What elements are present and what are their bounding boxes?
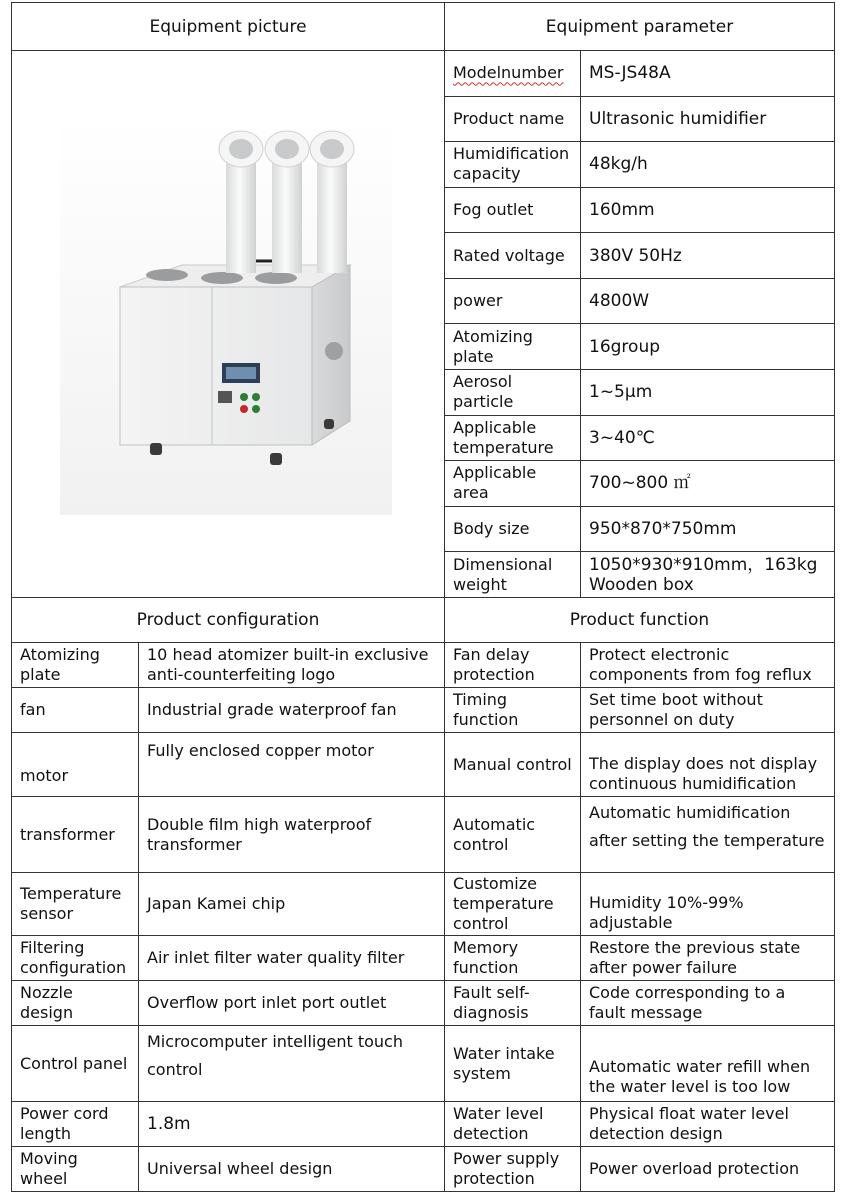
- param-label: Dimensional weight: [445, 552, 581, 598]
- function-label: Water intake system: [445, 1026, 581, 1102]
- param-label: power: [445, 278, 581, 324]
- function-label: Water level detection: [445, 1102, 581, 1147]
- config-label: Control panel: [12, 1026, 139, 1102]
- param-label: Aerosol particle: [445, 370, 581, 416]
- config-value: Universal wheel design: [139, 1147, 445, 1192]
- config-label: fan: [12, 688, 139, 733]
- config-value-text: Japan Kamei chip: [147, 894, 286, 913]
- param-value: 1050*930*910mm，163kg Wooden box: [581, 552, 835, 598]
- function-value: Physical float water level detection design: [581, 1102, 835, 1147]
- function-label: Timing function: [445, 688, 581, 733]
- function-label: Memory function: [445, 936, 581, 981]
- param-value: 1~5μm: [581, 370, 835, 416]
- param-value: 4800W: [581, 278, 835, 324]
- equipment-picture-header: Equipment picture: [12, 3, 445, 51]
- param-value: Ultrasonic humidifier: [581, 96, 835, 142]
- function-label: Fan delay protection: [445, 643, 581, 688]
- config-value: Double film high waterproof transformer: [139, 797, 445, 873]
- function-value: Humidity 10%-99% adjustable: [581, 873, 835, 936]
- param-value: 16group: [581, 324, 835, 370]
- equipment-parameter-header: Equipment parameter: [445, 3, 835, 51]
- config-value: Industrial grade waterproof fan: [139, 688, 445, 733]
- param-value: 700~800 ㎡: [581, 461, 835, 507]
- function-label: Power supply protection: [445, 1147, 581, 1192]
- config-label: Nozzle design: [12, 981, 139, 1026]
- param-label: Applicable temperature: [445, 415, 581, 461]
- function-value: Restore the previous state after power failure: [581, 936, 835, 981]
- config-label: transformer: [12, 797, 139, 873]
- param-value: MS-JS48A: [581, 51, 835, 97]
- config-value: Overflow port inlet port outlet: [139, 981, 445, 1026]
- param-label: Modelnumber: [445, 51, 581, 97]
- function-value: Set time boot without personnel on duty: [581, 688, 835, 733]
- config-value: Microcomputer intelligent touch control: [139, 1026, 445, 1102]
- param-label: Rated voltage: [445, 233, 581, 279]
- config-value: Fully enclosed copper motor: [139, 733, 445, 797]
- param-label: Atomizing plate: [445, 324, 581, 370]
- param-value: 950*870*750mm: [581, 506, 835, 552]
- param-value: 160mm: [581, 187, 835, 233]
- product-configuration-header: Product configuration: [12, 598, 445, 643]
- config-label: Filtering configuration: [12, 936, 139, 981]
- config-value: 10 head atomizer built-in exclusive anti-counterfeiting logo: [139, 643, 445, 688]
- config-label: Moving wheel: [12, 1147, 139, 1192]
- param-value: 48kg/h: [581, 142, 835, 188]
- param-label: Applicable area: [445, 461, 581, 507]
- function-value: Protect electronic components from fog reflux: [581, 643, 835, 688]
- humidifier-image: [12, 51, 445, 592]
- config-label: motor: [12, 733, 139, 797]
- function-value: The display does not display continuous humidification: [581, 733, 835, 797]
- param-label: Body size: [445, 506, 581, 552]
- function-label: Customize temperature control: [445, 873, 581, 936]
- config-value: 1.8m: [139, 1102, 445, 1147]
- spec-table: [11, 2, 835, 1192]
- function-label: Manual control: [445, 733, 581, 797]
- config-label: Atomizing plate: [12, 643, 139, 688]
- config-value: [139, 873, 445, 936]
- param-value: 3~40℃: [581, 415, 835, 461]
- param-value: 380V 50Hz: [581, 233, 835, 279]
- spec-sheet: [11, 2, 834, 1192]
- function-value: Automatic humidification after setting the temperature: [581, 797, 835, 873]
- function-value: Automatic water refill when the water level is too low: [581, 1026, 835, 1102]
- param-label: Fog outlet: [445, 187, 581, 233]
- param-label: Humidification capacity: [445, 142, 581, 188]
- function-value: Code corresponding to a fault message: [581, 981, 835, 1026]
- function-label: Automatic control: [445, 797, 581, 873]
- param-label: Product name: [445, 96, 581, 142]
- equipment-picture-cell: [12, 51, 445, 598]
- config-label: Power cord length: [12, 1102, 139, 1147]
- product-function-header: Product function: [445, 598, 835, 643]
- config-value: Air inlet filter water quality filter: [139, 936, 445, 981]
- config-label: Temperature sensor: [12, 873, 139, 936]
- function-label: Fault self-diagnosis: [445, 981, 581, 1026]
- function-value: Power overload protection: [581, 1147, 835, 1192]
